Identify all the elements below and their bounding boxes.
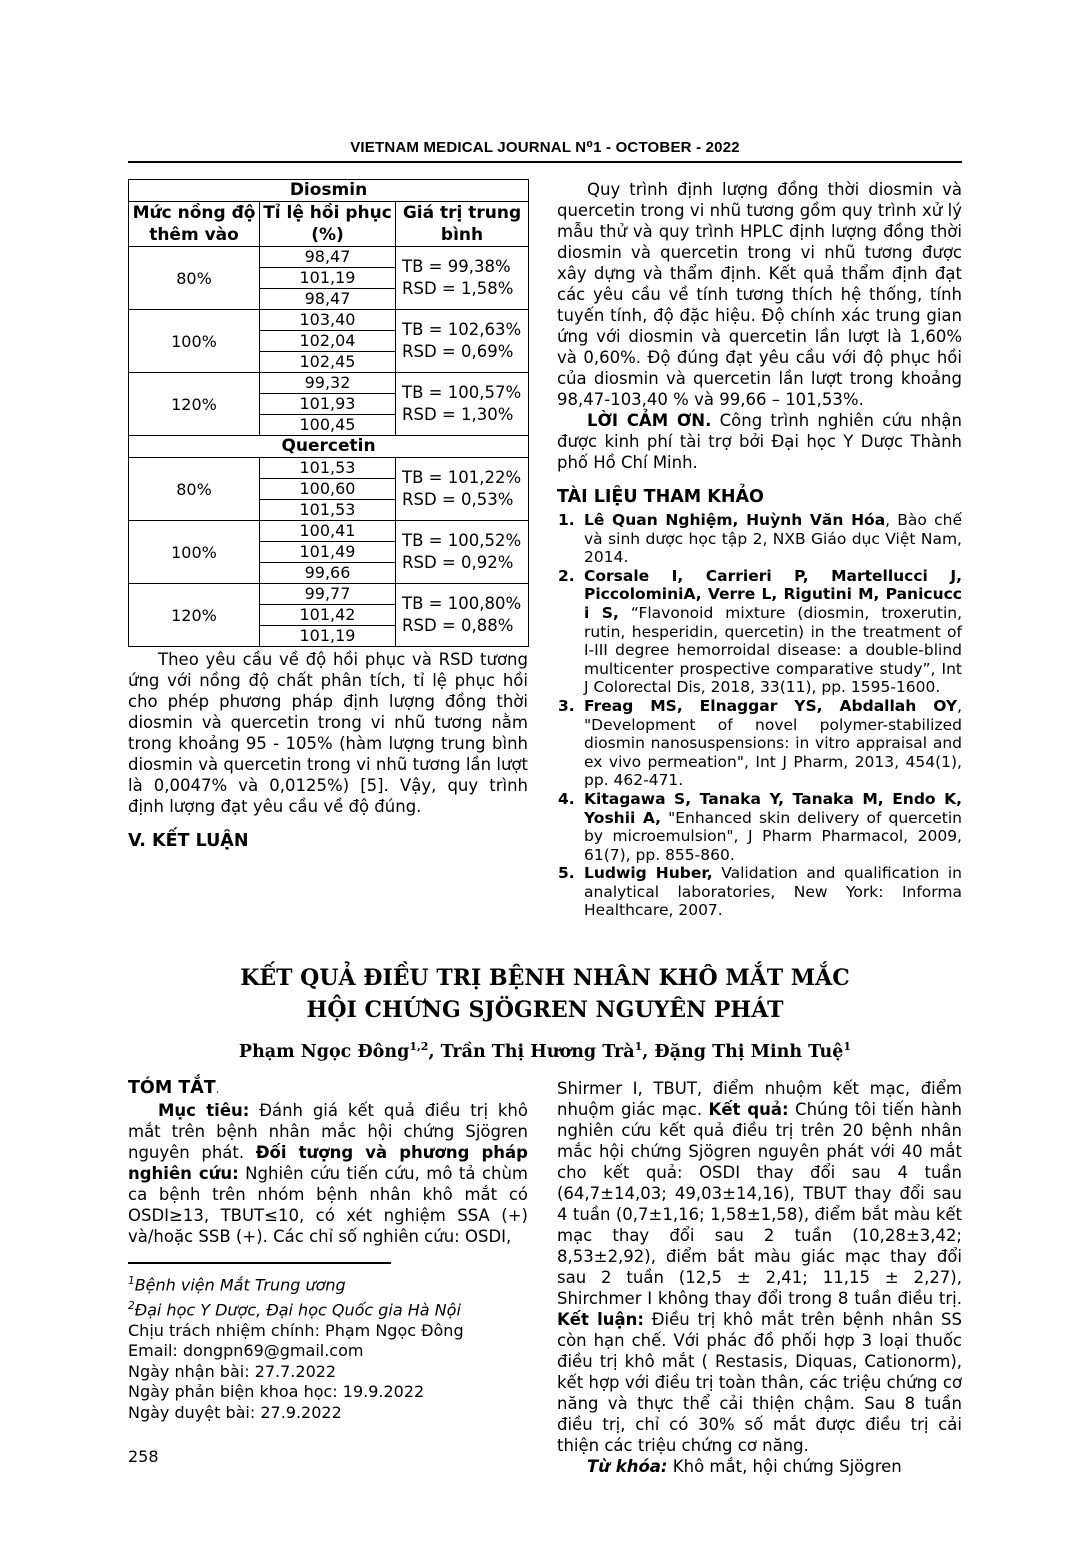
table-section-title: Diosmin: [129, 180, 529, 202]
author-affiliation-superscript: 1,2: [409, 1040, 429, 1054]
recovery-value-cell: 101,49: [260, 542, 396, 563]
reference-authors: Corsale I, Carrieri P, Martellucci J, PiccolominiA, Verre L, Rigutini M, Panicucc i S,: [584, 566, 962, 622]
footnote-line: $^1$Bệnh viện Mắt Trung ương: [128, 1274, 346, 1295]
table-section-title: Quercetin: [129, 436, 529, 458]
reference-text: , "Development of novel polymer-stabilized diosmin nanosuspensions: in vitro appraisal and ex vivo permeation", Int J Pharm, 2013, 454(1), pp. 462-471.: [584, 696, 962, 790]
footnote-block: [128, 1262, 528, 1423]
abstract-left-column: [128, 1078, 528, 1466]
reference-authors: Freag MS, Elnaggar YS, Abdallah OY: [584, 696, 958, 715]
table-row: [129, 247, 529, 268]
mean-rsd-cell: [396, 458, 529, 521]
recovery-value-cell: 102,04: [260, 331, 396, 352]
bold-run: Kết quả:: [708, 1099, 789, 1119]
author-name: , Đặng Thị Minh Tuệ: [642, 1041, 844, 1062]
author-affiliation-superscript: 1: [843, 1040, 852, 1054]
text-run: Shirmer I, TBUT, điểm nhuộm kết mạc, điểm nhuộm giác mạc.: [557, 1078, 962, 1119]
recovery-value-cell: 101,19: [260, 268, 396, 289]
journal-title: VIETNAM MEDICAL JOURNAL N⁰1 - OCTOBER - 2022: [350, 139, 740, 156]
footnote-line: Chịu trách nhiệm chính: Phạm Ngọc Đông: [128, 1320, 464, 1340]
text-run: Chúng tôi tiến hành nghiên cứu kết quả điều trị trên 20 bệnh nhân mắc hội chứng Sjögren nguyên phát với 40 mắt cho kết quả: OSDI thay đổi sau 4 tuần (64,7±14,03; 49,03±14,16), TBUT thay đổi sau 4 tuần (0,7±1,16; 1,58±1,58), điểm bắt màu kết mạc thay đổi sau 2 tuần (10,28±3,42; 8,53±2,92), điểm bắt màu giác mạc thay đổi sau 2 tuần (12,5 ± 2,41; 11,15 ± 2,27), Shirchmer I không thay đổi trong 8 tuần điều trị.: [557, 1099, 962, 1308]
recovery-value-cell: 103,40: [260, 310, 396, 331]
rsd-line: RSD = 0,92%: [402, 553, 514, 572]
reference-number: 5.: [558, 864, 575, 883]
reference-authors: Ludwig Huber,: [584, 864, 713, 883]
reference-text: , Bào chế và sinh dược học tập 2, NXB Giáo dục Việt Nam, 2014.: [584, 511, 962, 567]
abstract-right-column: [557, 1078, 962, 1477]
reference-authors: Lê Quan Nghiệm, Huỳnh Văn Hóa: [584, 511, 886, 529]
reference-item: [557, 697, 962, 790]
abstract-section: [128, 1078, 962, 1477]
reference-item: [557, 567, 962, 697]
mean-line: TB = 102,63%: [402, 320, 522, 339]
footnote-line: Email: dongpn69@gmail.com: [128, 1341, 364, 1361]
recovery-value-cell: 102,45: [260, 352, 396, 373]
table-row: [129, 458, 529, 479]
recovery-value-cell: 98,47: [260, 247, 396, 268]
mean-rsd-cell: [396, 584, 529, 647]
accuracy-paragraph: Theo yêu cầu về độ hồi phục và RSD tương ứng với nồng độ chất phân tích, tỉ lệ phục hồi cho phép phương pháp định lượng đồng thời diosmin và quercetin trong vi nhũ tương nằm trong khoảng 95 - 105% (hàm lượng trung bình diosmin và quercetin trong vi nhũ tương lần lượt là 0,0047% và 0,0125%) [5]. Vậy, quy trình định lượng đạt yêu cầu về độ đúng.: [128, 650, 528, 816]
footnote-superscript: 2: [128, 1299, 135, 1312]
rsd-line: RSD = 1,30%: [402, 405, 514, 424]
acknowledgment-text: Công trình nghiên cứu nhận được kinh phí tài trợ bởi Đại học Y Dược Thành phố Hồ Chí Minh.: [557, 411, 962, 472]
mean-rsd-cell: [396, 247, 529, 310]
footnote-separator: [128, 1262, 391, 1264]
text-run: Điều trị khô mắt trên bệnh nhân SS còn hạn chế. Với phác đồ phối hợp 3 loại thuốc điều trị khô mắt ( Restasis, Diquas, Cationorm), kết hợp với điều trị toàn thân, các triệu chứng cơ năng và thực thể cải thiện chậm. Sau 8 tuần điều trị, chỉ có 30% số mắt được điều trị cải thiện các triệu chứng cơ năng.: [557, 1309, 962, 1455]
table-col-header: Giá trị trung bình: [396, 202, 529, 247]
footnote-lines: [128, 1271, 528, 1423]
footnote-line: Ngày phản biện khoa học: 19.9.2022: [128, 1382, 425, 1402]
mean-line: TB = 99,38%: [402, 257, 511, 276]
author-name: , Trần Thị Hương Trà: [428, 1041, 635, 1062]
reference-item: [557, 790, 962, 864]
rsd-line: RSD = 0,69%: [402, 342, 514, 361]
page-number: 258: [128, 1447, 159, 1467]
recovery-value-cell: 101,93: [260, 394, 396, 415]
abstract-heading-dot: .: [215, 1082, 220, 1096]
footnote-line: $^2$Đại học Y Dược, Đại học Quốc gia Hà Nội: [128, 1299, 461, 1320]
spike-level-cell: 100%: [129, 310, 260, 373]
references-list: [557, 511, 962, 920]
rsd-line: RSD = 0,88%: [402, 616, 514, 635]
recovery-table: [128, 179, 529, 647]
reference-text: “Flavonoid mixture (diosmin, troxerutin, rutin, hesperidin, quercetin) in the treatment of I-III degree hemorroidal disease: a double-blind multicenter prospective comparative study”, Int J Colorectal Dis, 2018, 33(11), pp. 1595-1600.: [584, 603, 962, 697]
author-name: Phạm Ngọc Đông: [238, 1041, 410, 1062]
table-section-row: [129, 436, 529, 458]
abstract-heading: TÓM TẮT.: [128, 1077, 220, 1098]
reference-number: 4.: [558, 789, 575, 808]
table-row: [129, 521, 529, 542]
reference-item: [557, 864, 962, 920]
table-header-row: [129, 202, 529, 247]
spike-level-cell: 80%: [129, 458, 260, 521]
recovery-value-cell: 99,66: [260, 563, 396, 584]
abstract-left-paragraph: [128, 1100, 528, 1247]
table-row: [129, 584, 529, 605]
author-affiliation-superscript: 1: [634, 1040, 643, 1054]
mean-rsd-cell: [396, 373, 529, 436]
acknowledgment-label: LỜI CẢM ƠN.: [587, 411, 712, 430]
bold-run: Mục tiêu:: [158, 1100, 250, 1120]
spike-level-cell: 120%: [129, 373, 260, 436]
recovery-value-cell: 99,77: [260, 584, 396, 605]
recovery-value-cell: 100,45: [260, 415, 396, 436]
text-run: Đánh giá kết quả điều trị khô mắt trên bệnh nhân mắc hội chứng Sjögren nguyên phát.: [128, 1100, 528, 1162]
recovery-value-cell: 101,19: [260, 626, 396, 647]
acknowledgment-paragraph: [557, 410, 962, 473]
spike-level-cell: 120%: [129, 584, 260, 647]
reference-item: [557, 511, 962, 567]
table-section-row: [129, 180, 529, 202]
rsd-line: RSD = 1,58%: [402, 279, 514, 298]
table-col-header: Mức nồng độ thêm vào: [129, 202, 260, 247]
spike-level-cell: 100%: [129, 521, 260, 584]
article-header: [128, 962, 962, 1062]
table-col-header: Tỉ lệ hồi phục (%): [260, 202, 396, 247]
mean-line: TB = 101,22%: [402, 468, 522, 487]
keywords-text: Khô mắt, hội chứng Sjögren: [667, 1456, 902, 1476]
table-row: [129, 373, 529, 394]
abstract-right-paragraph: [557, 1078, 962, 1456]
recovery-value-cell: 101,53: [260, 458, 396, 479]
mean-line: TB = 100,57%: [402, 383, 522, 402]
reference-text: "Enhanced skin delivery of quercetin by microemulsion", J Pharm Pharmacol, 2009, 61(7), pp. 855-860.: [584, 808, 962, 864]
reference-number: 3.: [558, 696, 575, 715]
recovery-value-cell: 101,42: [260, 605, 396, 626]
conclusion-heading: V. KẾT LUẬN: [128, 831, 249, 851]
procedure-paragraph: Quy trình định lượng đồng thời diosmin và quercetin trong vi nhũ tương gồm quy trình xử lý mẫu thử và quy trình HPLC định lượng đồng thời diosmin và quercetin trong vi nhũ tương được xây dựng và thẩm định. Kết quả thẩm định đạt các yêu cầu về tính tương thích hệ thống, tính tuyến tính, độ đặc hiệu. Độ chính xác trung gian ứng với diosmin và quercetin lần lượt là 1,60% và 0,60%. Độ đúng đạt yêu cầu với độ phục hồi của diosmin và quercetin lần lượt trong khoảng 98,47-103,40 % và 99,66 – 101,53%.: [557, 180, 962, 409]
article-title-line1: KẾT QUẢ ĐIỀU TRỊ BỆNH NHÂN KHÔ MẮT MẮC: [240, 965, 850, 992]
recovery-value-cell: 101,53: [260, 500, 396, 521]
article-title: [128, 962, 962, 1026]
reference-text: Validation and qualification in analytical laboratories, New York: Informa Healthcare, 2007.: [584, 864, 962, 920]
mean-line: TB = 100,80%: [402, 594, 522, 613]
references-heading: TÀI LIỆU THAM KHẢO: [557, 487, 764, 507]
running-header: [128, 138, 962, 163]
reference-number: 1.: [558, 511, 575, 529]
top-left-column: [128, 179, 528, 855]
recovery-value-cell: 100,41: [260, 521, 396, 542]
footnote-line: Ngày duyệt bài: 27.9.2022: [128, 1402, 342, 1422]
recovery-value-cell: 99,32: [260, 373, 396, 394]
keywords-label: Từ khóa:: [587, 1456, 668, 1476]
article-authors: [128, 1040, 962, 1062]
top-right-column: [557, 179, 962, 920]
mean-rsd-cell: [396, 310, 529, 373]
bold-run: Đối tượng và phương pháp nghiên cứu:: [128, 1142, 528, 1183]
mean-rsd-cell: [396, 521, 529, 584]
text-run: Nghiên cứu tiến cứu, mô tả chùm ca bệnh trên nhóm bệnh nhân khô mắt có OSDI≥13, TBUT≤10, có xét nghiệm SSA (+) và/hoặc SSB (+). Các chỉ số nghiên cứu: OSDI,: [128, 1163, 528, 1246]
top-section: [128, 179, 962, 920]
table-row: [129, 310, 529, 331]
reference-number: 2.: [558, 566, 575, 585]
recovery-value-cell: 100,60: [260, 479, 396, 500]
footnote-line: Ngày nhận bài: 27.7.2022: [128, 1361, 337, 1381]
recovery-value-cell: 98,47: [260, 289, 396, 310]
footnote-superscript: 1: [128, 1274, 135, 1287]
reference-authors: Kitagawa S, Tanaka Y, Tanaka M, Endo K, Yoshii A,: [584, 789, 962, 827]
rsd-line: RSD = 0,53%: [402, 490, 514, 509]
spike-level-cell: 80%: [129, 247, 260, 310]
bold-run: Kết luận:: [557, 1309, 644, 1329]
mean-line: TB = 100,52%: [402, 531, 522, 550]
article-title-line2: HỘI CHỨNG SJÖGREN NGUYÊN PHÁT: [306, 997, 784, 1024]
keywords-line: [557, 1456, 962, 1477]
